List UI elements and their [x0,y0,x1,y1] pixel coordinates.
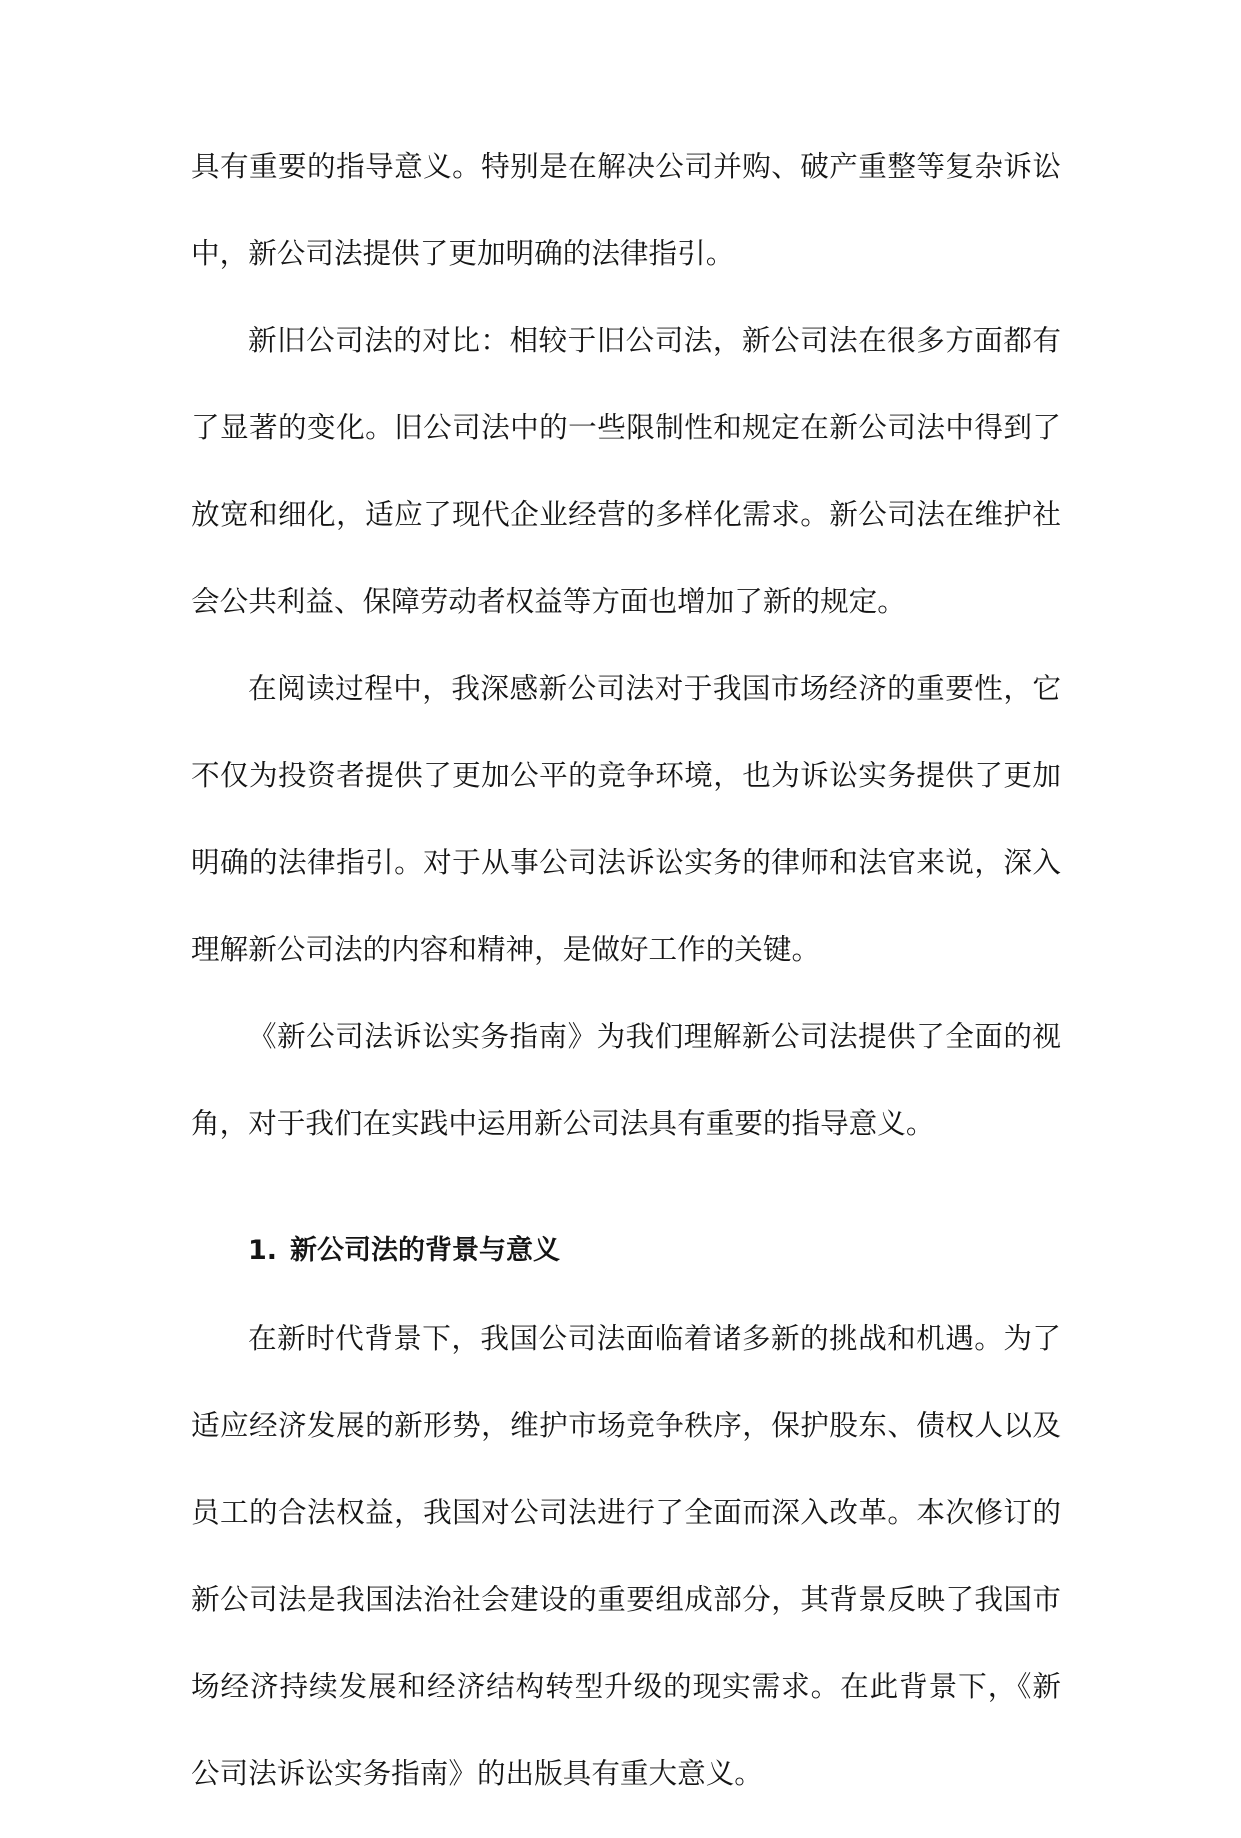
paragraph-line: 在新时代背景下，我国公司法面临着诸多新的挑战和机遇。为了 [248,1321,1061,1355]
section-title: 新公司法的背景与意义 [290,1235,560,1266]
paragraph-line: 员工的合法权益，我国对公司法进行了全面而深入改革。本次修订的 [191,1495,1061,1529]
paragraph-line: 具有重要的指导意义。特别是在解决公司并购、破产重整等复杂诉讼 [191,149,1061,183]
section-number: 1. [248,1235,278,1266]
paragraph-1 [191,144,1061,318]
paragraph-line: 场经济持续发展和经济结构转型升级的现实需求。在此背景下，《新 [191,1669,1061,1703]
paragraph-2 [191,318,1061,666]
paragraph-line: 新公司法是我国法治社会建设的重要组成部分，其背景反映了我国市 [191,1582,1061,1616]
paragraph-line: 中，新公司法提供了更加明确的法律指引。 [191,236,735,270]
paragraph-line: 不仅为投资者提供了更加公平的竞争环境，也为诉讼实务提供了更加 [191,758,1061,792]
paragraph-line: 适应经济发展的新形势，维护市场竞争秩序，保护股东、债权人以及 [191,1408,1061,1442]
paragraph-line: 《新公司法诉讼实务指南》为我们理解新公司法提供了全面的视 [248,1019,1061,1053]
section-heading [191,1229,1061,1316]
paragraph-line: 理解新公司法的内容和精神，是做好工作的关键。 [191,932,821,966]
paragraph-line: 明确的法律指引。对于从事公司法诉讼实务的律师和法官来说，深入 [191,845,1061,879]
paragraph-line: 了显著的变化。旧公司法中的一些限制性和规定在新公司法中得到了 [191,410,1061,444]
paragraph-line: 角，对于我们在实践中运用新公司法具有重要的指导意义。 [191,1106,935,1140]
paragraph-3 [191,666,1061,1014]
document-body [191,144,1061,1838]
paragraph-4 [191,1014,1061,1188]
paragraph-line: 会公共利益、保障劳动者权益等方面也增加了新的规定。 [191,584,906,618]
paragraph-line: 新旧公司法的对比：相较于旧公司法，新公司法在很多方面都有 [248,323,1061,357]
section-paragraph [191,1316,1061,1838]
section-spacer [191,1188,1061,1229]
paragraph-line: 公司法诉讼实务指南》的出版具有重大意义。 [191,1756,763,1790]
paragraph-line: 放宽和细化，适应了现代企业经营的多样化需求。新公司法在维护社 [191,497,1061,531]
paragraph-line: 在阅读过程中，我深感新公司法对于我国市场经济的重要性，它 [248,671,1061,705]
